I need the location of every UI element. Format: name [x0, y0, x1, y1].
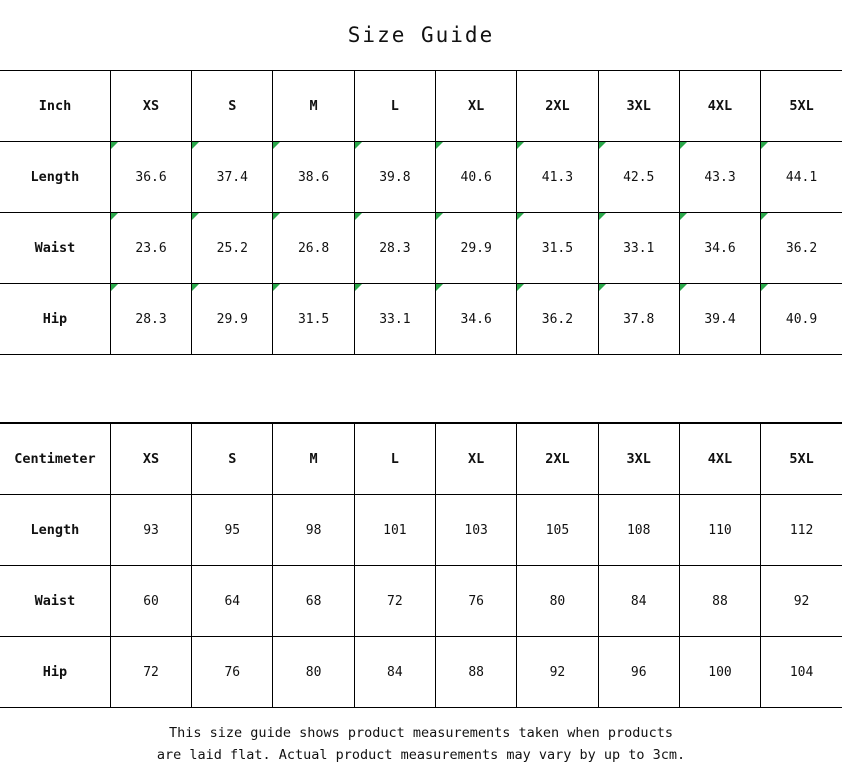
table-row: [0, 213, 842, 284]
cell-cm-length-xl: 103: [436, 495, 517, 566]
cell-cm-hip-l: 84: [354, 637, 435, 708]
cell-inch-waist-2xl: 31.5: [517, 213, 598, 284]
cell-cm-waist-5xl: 92: [761, 566, 842, 637]
cell-cm-waist-xs: 60: [110, 566, 191, 637]
size-header-m: M: [273, 71, 354, 142]
cell-inch-hip-xl: 34.6: [436, 284, 517, 355]
table-row: [0, 566, 842, 637]
table-header-row: [0, 424, 842, 495]
cell-inch-length-3xl: 42.5: [598, 142, 679, 213]
size-table-centimeter: [0, 423, 842, 708]
cell-inch-waist-4xl: 34.6: [679, 213, 760, 284]
unit-label-inch: Inch: [0, 71, 110, 142]
size-header-4xl: 4XL: [679, 71, 760, 142]
cell-cm-waist-4xl: 88: [679, 566, 760, 637]
cell-inch-length-m: 38.6: [273, 142, 354, 213]
cell-inch-waist-3xl: 33.1: [598, 213, 679, 284]
cell-inch-hip-m: 31.5: [273, 284, 354, 355]
cell-cm-length-xs: 93: [110, 495, 191, 566]
size-header-2xl: 2XL: [517, 424, 598, 495]
table-row: [0, 495, 842, 566]
cell-cm-waist-l: 72: [354, 566, 435, 637]
size-header-xs: XS: [110, 71, 191, 142]
size-header-5xl: 5XL: [761, 71, 842, 142]
size-header-xl: XL: [436, 424, 517, 495]
cell-cm-length-5xl: 112: [761, 495, 842, 566]
size-header-3xl: 3XL: [598, 424, 679, 495]
cell-inch-length-s: 37.4: [192, 142, 273, 213]
cell-inch-hip-3xl: 37.8: [598, 284, 679, 355]
size-header-m: M: [273, 424, 354, 495]
cell-inch-length-xl: 40.6: [436, 142, 517, 213]
size-header-s: S: [192, 71, 273, 142]
size-header-4xl: 4XL: [679, 424, 760, 495]
footer-line-1: This size guide shows product measurements taken when products: [169, 725, 673, 741]
row-label-length: Length: [0, 142, 110, 213]
row-label-hip: Hip: [0, 637, 110, 708]
cell-inch-hip-5xl: 40.9: [761, 284, 842, 355]
cell-inch-length-l: 39.8: [354, 142, 435, 213]
cell-cm-hip-s: 76: [192, 637, 273, 708]
cell-inch-hip-l: 33.1: [354, 284, 435, 355]
size-header-xs: XS: [110, 424, 191, 495]
cell-cm-waist-2xl: 80: [517, 566, 598, 637]
cell-inch-hip-xs: 28.3: [110, 284, 191, 355]
table-header-row: [0, 71, 842, 142]
size-header-2xl: 2XL: [517, 71, 598, 142]
cell-inch-hip-4xl: 39.4: [679, 284, 760, 355]
table-row: [0, 142, 842, 213]
cell-inch-length-xs: 36.6: [110, 142, 191, 213]
row-label-length: Length: [0, 495, 110, 566]
cell-inch-waist-xs: 23.6: [110, 213, 191, 284]
cell-cm-length-2xl: 105: [517, 495, 598, 566]
cell-cm-hip-m: 80: [273, 637, 354, 708]
cell-inch-waist-xl: 29.9: [436, 213, 517, 284]
unit-label-centimeter: Centimeter: [0, 424, 110, 495]
cell-inch-waist-s: 25.2: [192, 213, 273, 284]
cell-cm-length-m: 98: [273, 495, 354, 566]
size-header-s: S: [192, 424, 273, 495]
row-label-waist: Waist: [0, 213, 110, 284]
cell-cm-length-3xl: 108: [598, 495, 679, 566]
cell-inch-hip-s: 29.9: [192, 284, 273, 355]
cell-inch-waist-l: 28.3: [354, 213, 435, 284]
cell-cm-waist-xl: 76: [436, 566, 517, 637]
row-label-hip: Hip: [0, 284, 110, 355]
cell-inch-length-5xl: 44.1: [761, 142, 842, 213]
cell-cm-waist-s: 64: [192, 566, 273, 637]
cell-inch-waist-5xl: 36.2: [761, 213, 842, 284]
row-label-waist: Waist: [0, 566, 110, 637]
cell-cm-hip-xl: 88: [436, 637, 517, 708]
page-title: Size Guide: [347, 23, 495, 47]
footer-line-2: are laid flat. Actual product measurements may vary by up to 3cm.: [156, 747, 686, 763]
cell-inch-length-2xl: 41.3: [517, 142, 598, 213]
size-header-l: L: [354, 424, 435, 495]
table-separator: [0, 355, 842, 423]
size-table-inch: [0, 70, 842, 355]
cell-cm-waist-3xl: 84: [598, 566, 679, 637]
cell-cm-hip-4xl: 100: [679, 637, 760, 708]
cell-cm-waist-m: 68: [273, 566, 354, 637]
size-header-l: L: [354, 71, 435, 142]
cell-cm-length-l: 101: [354, 495, 435, 566]
size-header-xl: XL: [436, 71, 517, 142]
cell-cm-hip-3xl: 96: [598, 637, 679, 708]
cell-inch-length-4xl: 43.3: [679, 142, 760, 213]
size-header-3xl: 3XL: [598, 71, 679, 142]
cell-cm-length-s: 95: [192, 495, 273, 566]
cell-cm-hip-5xl: 104: [761, 637, 842, 708]
cell-cm-length-4xl: 110: [679, 495, 760, 566]
cell-inch-waist-m: 26.8: [273, 213, 354, 284]
table-row: [0, 637, 842, 708]
table-row: [0, 284, 842, 355]
cell-inch-hip-2xl: 36.2: [517, 284, 598, 355]
size-header-5xl: 5XL: [761, 424, 842, 495]
footer-note: [0, 708, 842, 766]
cell-cm-hip-2xl: 92: [517, 637, 598, 708]
cell-cm-hip-xs: 72: [110, 637, 191, 708]
